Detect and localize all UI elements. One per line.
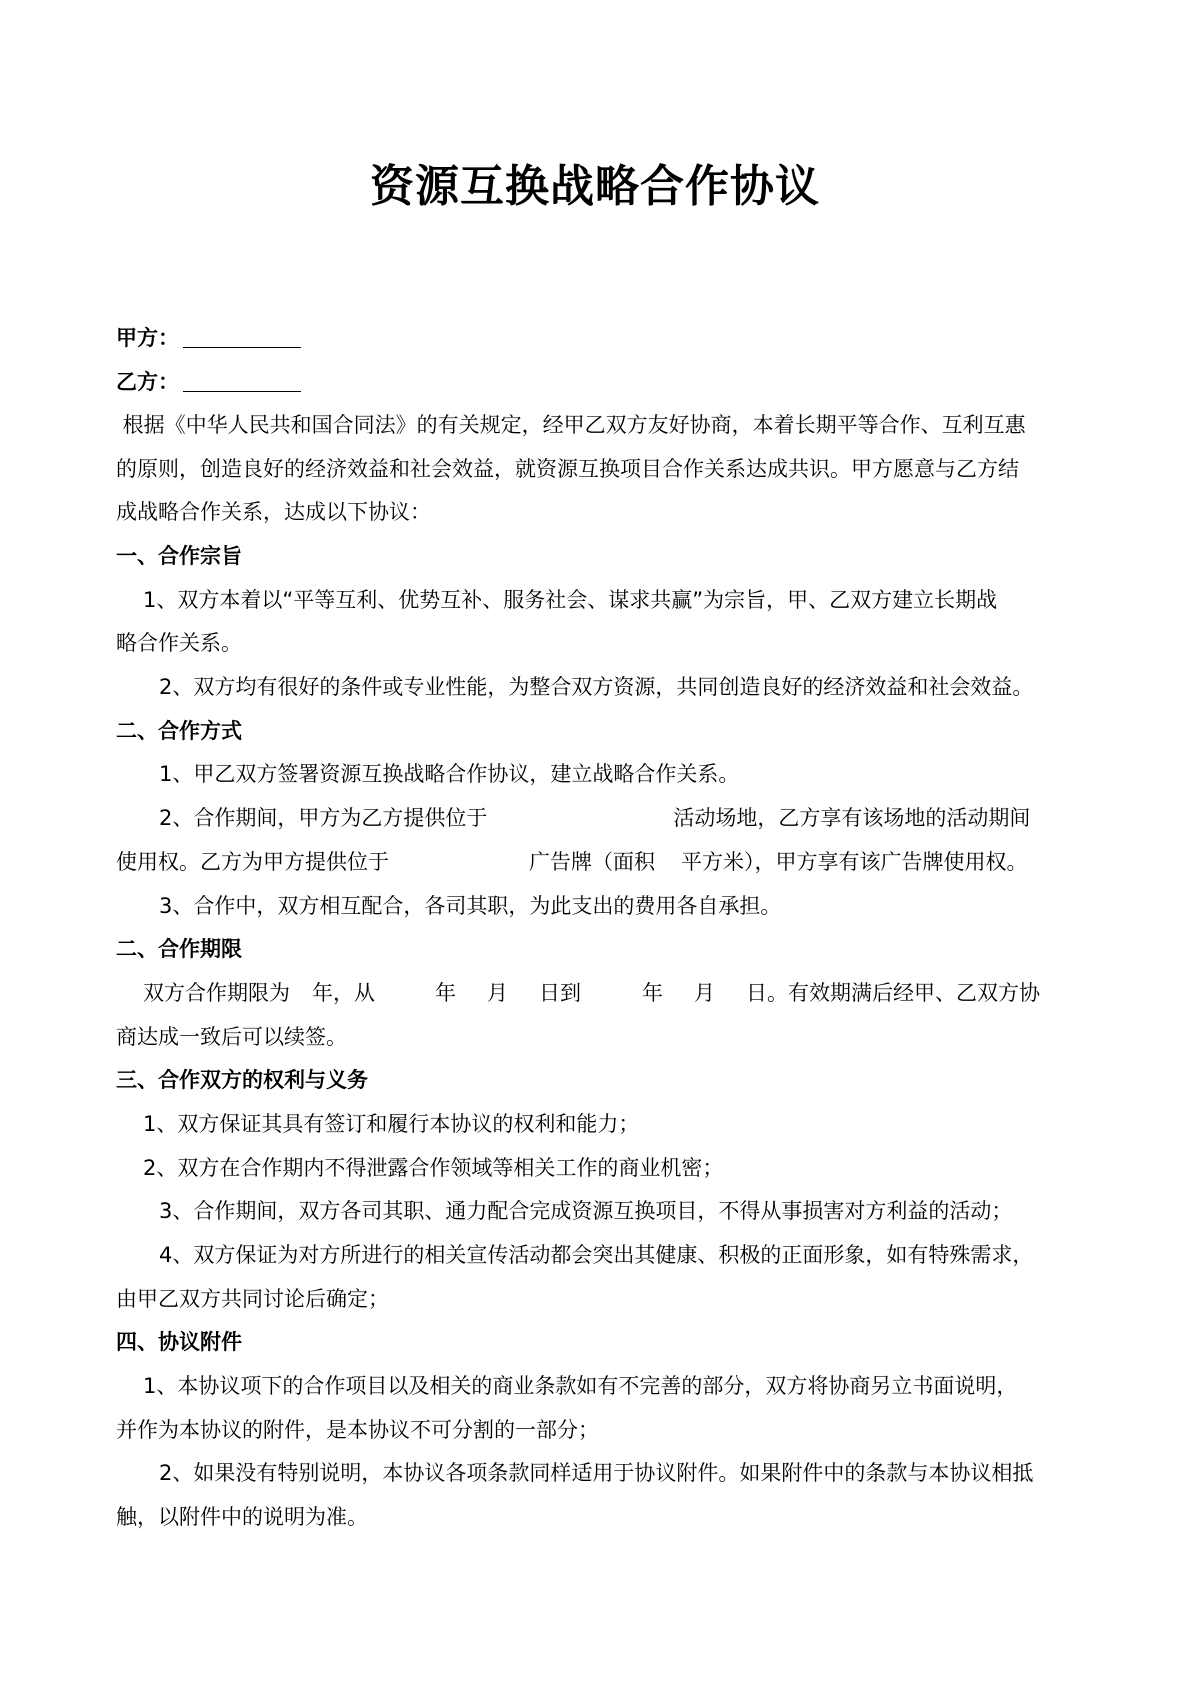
s4-p4-line-2: 由甲乙双方共同讨论后确定； (116, 1287, 389, 1311)
s2-p2-line-1 (116, 803, 1129, 833)
intro-line-3: 成战略合作关系，达成以下协议： (116, 500, 431, 524)
section-1-heading: 一、合作宗旨 (116, 544, 242, 568)
document-title: 资源互换战略合作协议 (370, 161, 820, 212)
s3-g: 月 (694, 981, 715, 1005)
s1-p1-line-2: 略合作关系。 (116, 631, 242, 655)
s2-p2-line-2 (116, 847, 1086, 877)
party-a-label: 甲方： (116, 326, 179, 350)
s2-p2-c: 使用权。乙方为甲方提供位于 (116, 850, 389, 874)
s4-p1: 1、双方保证其具有签订和履行本协议的权利和能力； (143, 1112, 640, 1136)
party-a-blank[interactable] (183, 327, 301, 348)
s3-d: 月 (487, 981, 508, 1005)
s4-p2: 2、双方在合作期内不得泄露合作领域等相关工作的商业机密； (143, 1156, 724, 1180)
s3-line-2: 商达成一致后可以续签。 (116, 1025, 347, 1049)
s3-e: 日到 (539, 981, 581, 1005)
section-3-heading: 二、合作期限 (116, 937, 242, 961)
s5-p2-line-2: 触，以附件中的说明为准。 (116, 1505, 368, 1529)
s3-b: 年，从 (312, 981, 375, 1005)
s2-p2-b: 活动场地，乙方享有该场地的活动期间 (673, 806, 1031, 830)
s3-c: 年 (435, 981, 456, 1005)
section-5-heading: 四、协议附件 (116, 1330, 242, 1354)
s3-a: 双方合作期限为 (143, 981, 290, 1005)
section-2-heading: 二、合作方式 (116, 719, 242, 743)
s4-p4-line-1: 4、双方保证为对方所进行的相关宣传活动都会突出其健康、积极的正面形象，如有特殊需求， (159, 1243, 1034, 1267)
s3-h: 日。有效期满后经甲、乙双方协 (746, 981, 1040, 1005)
s5-p1-line-1: 1、本协议项下的合作项目以及相关的商业条款如有不完善的部分，双方将协商另立书面说明， (143, 1374, 1018, 1398)
section-4-heading: 三、合作双方的权利与义务 (116, 1068, 368, 1092)
s5-p1-line-2: 并作为本协议的附件，是本协议不可分割的一部分； (116, 1418, 599, 1442)
s3-f: 年 (642, 981, 663, 1005)
intro-line-1: 根据《中华人民共和国合同法》的有关规定，经甲乙双方友好协商，本着长期平等合作、互利互惠 (116, 413, 1026, 437)
s2-p1: 1、甲乙双方签署资源互换战略合作协议，建立战略合作关系。 (159, 762, 740, 786)
s1-p2: 2、双方均有很好的条件或专业性能，为整合双方资源，共同创造良好的经济效益和社会效益。 (159, 675, 1034, 699)
party-b-line (116, 367, 1086, 397)
s1-p1-line-1: 1、双方本着以“平等互利、优势互补、服务社会、谋求共赢”为宗旨，甲、乙双方建立长期战 (143, 588, 998, 612)
s2-p2-d: 广告牌（面积 (529, 850, 655, 874)
party-b-label: 乙方： (116, 370, 179, 394)
party-b-blank[interactable] (183, 371, 301, 392)
party-a-line (116, 323, 1086, 353)
s2-p2-e: 平方米），甲方享有该广告牌使用权。 (681, 850, 1028, 874)
intro-line-2: 的原则，创造良好的经济效益和社会效益，就资源互换项目合作关系达成共识。甲方愿意与乙方结 (116, 457, 1019, 481)
s2-p3: 3、合作中，双方相互配合，各司其职，为此支出的费用各自承担。 (159, 894, 782, 918)
s5-p2-line-1: 2、如果没有特别说明，本协议各项条款同样适用于协议附件。如果附件中的条款与本协议相抵 (159, 1461, 1034, 1485)
s2-p2-a: 2、合作期间，甲方为乙方提供位于 (159, 806, 488, 830)
s3-line-1 (116, 978, 1113, 1008)
s4-p3: 3、合作期间，双方各司其职、通力配合完成资源互换项目，不得从事损害对方利益的活动； (159, 1199, 1013, 1223)
